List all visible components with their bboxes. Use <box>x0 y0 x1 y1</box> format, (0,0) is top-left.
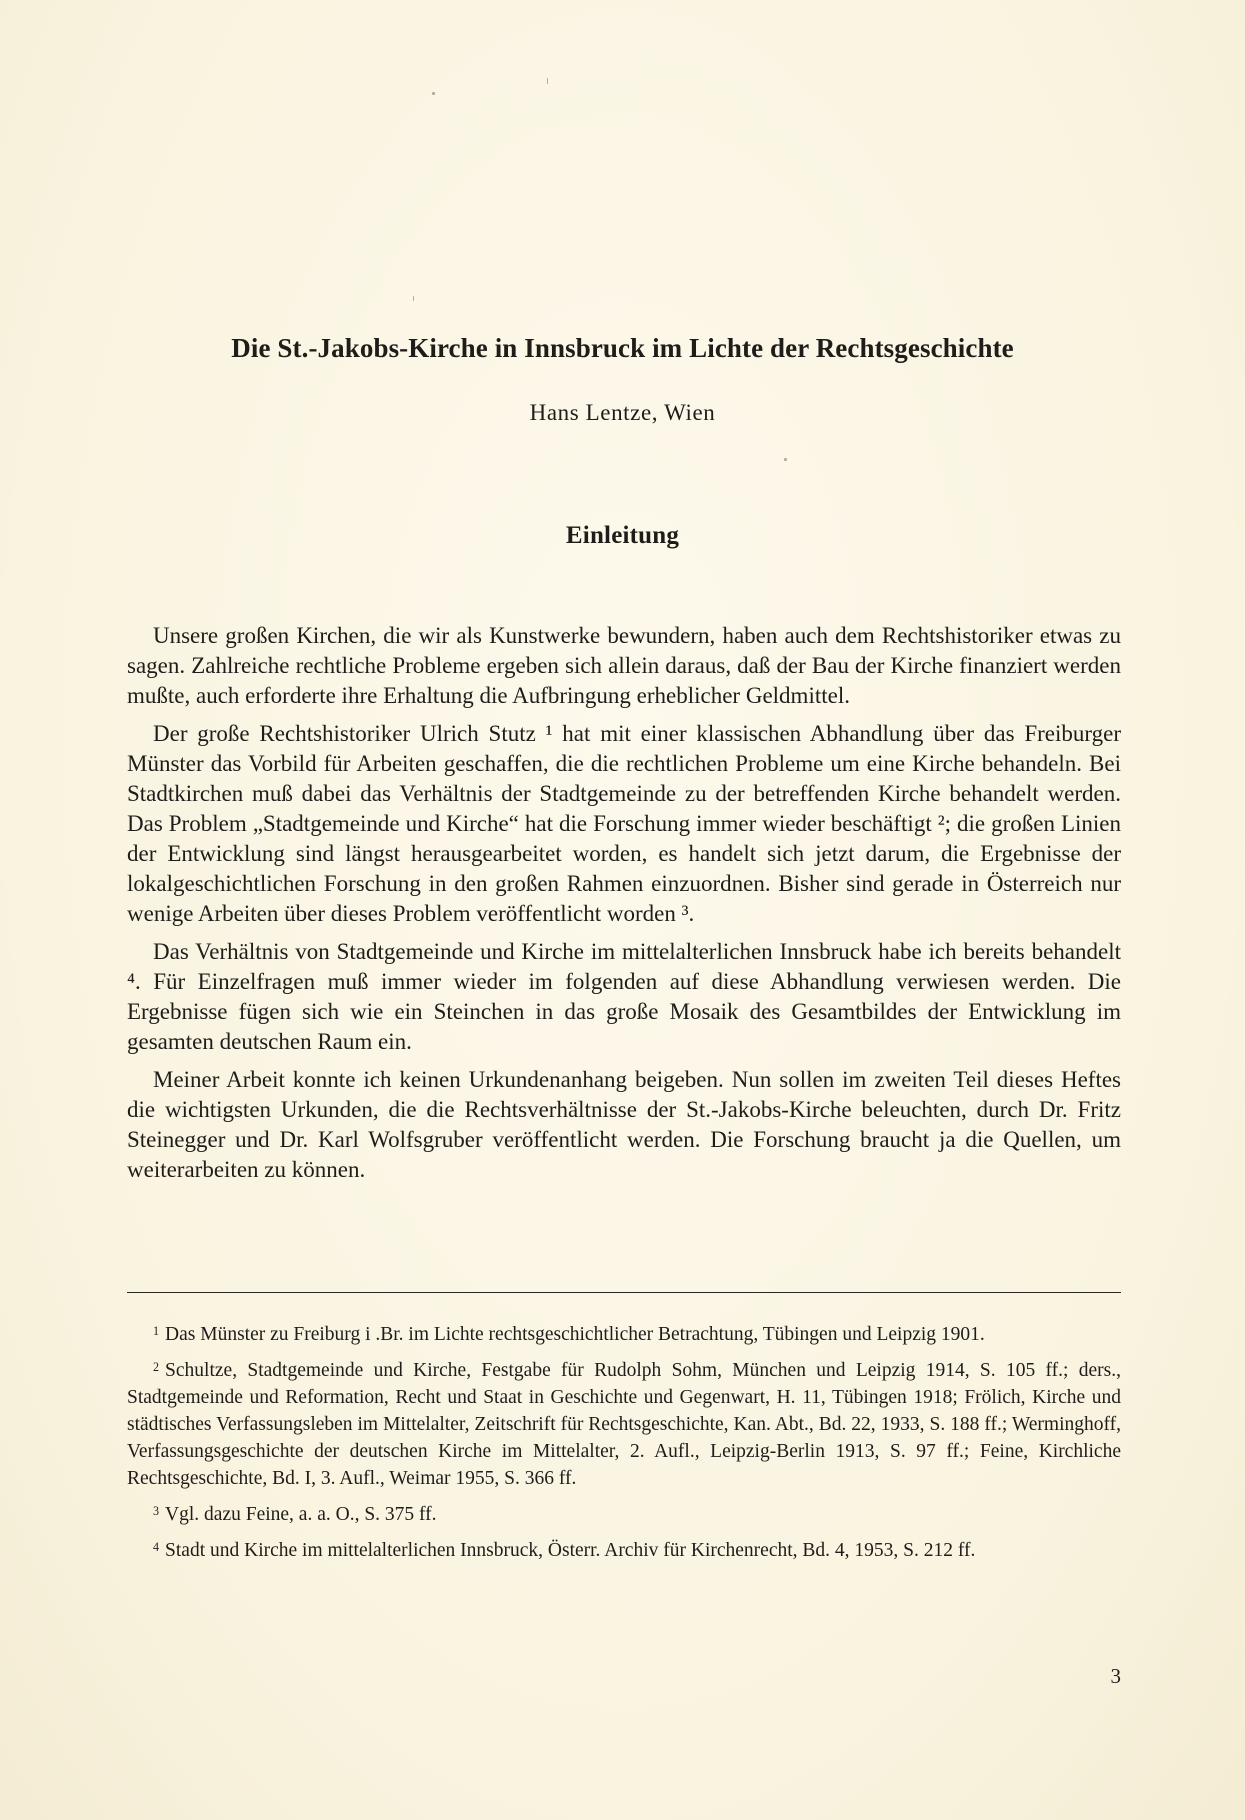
footnote-text: Stadt und Kirche im mittelalterlichen Innsbruck, Österr. Archiv für Kirchenrecht, Bd. 4, 1953, S. 212 ff. <box>165 1540 976 1561</box>
author-name: Hans Lentze, Wien <box>529 400 716 425</box>
paper-speck <box>784 458 787 461</box>
body-text <box>127 621 1121 1193</box>
footnote-text: Vgl. dazu Feine, a. a. O., S. 375 ff. <box>165 1504 437 1525</box>
footnote-4 <box>127 1537 1121 1564</box>
section-heading: Einleitung <box>565 522 680 549</box>
paper-speck <box>413 296 414 301</box>
footnote-divider <box>127 1292 1121 1293</box>
body-paragraph-2: Der große Rechtshistoriker Ulrich Stutz ¹ hat mit einer klassischen Abhandlung über das Freiburger Münster das Vorbild für Arbeiten geschaffen, die die rechtlichen Probleme um eine Kirche behandeln. Bei Stadtkirchen muß dabei das Verhältnis der Stadtgemeinde zu der betreffenden Kirche behandelt werden. Das Problem „Stadtgemeinde und Kirche“ hat die Forschung immer wieder beschäftigt ²; die großen Linien der Entwicklung sind längst herausgearbeitet worden, es handelt sich jetzt darum, die Ergebnisse der lokalgeschichtlichen Forschung in den großen Rahmen einzuordnen. Bisher sind gerade in Österreich nur wenige Arbeiten über dieses Problem veröffentlicht worden ³. <box>127 721 1121 926</box>
footnote-mark: 4 <box>153 1539 160 1554</box>
article-title: Die St.-Jakobs-Kirche in Innsbruck im Lichte der Rechtsgeschichte <box>231 333 1014 363</box>
footnotes <box>127 1321 1121 1573</box>
footnote-1 <box>127 1321 1121 1348</box>
paper-speck <box>432 92 435 95</box>
footnote-3 <box>127 1501 1121 1528</box>
footnote-mark: 1 <box>153 1323 160 1338</box>
footnote-text: Schultze, Stadtgemeinde und Kirche, Festgabe für Rudolph Sohm, München und Leipzig 1914, S. 105 ff.; ders., Stadtgemeinde und Reformation, Recht und Staat in Geschichte und Gegenwart, H. 11, Tübingen 1918; Frölich, Kirche und städtisches Verfassungsleben im Mittelalter, Zeitschrift für Rechtsgeschichte, Kan. Abt., Bd. 22, 1933, S. 188 ff.; Werminghoff, Verfassungsgeschichte der deutschen Kirche im Mittelalter, 2. Aufl., Leipzig-Berlin 1913, S. 97 ff.; Feine, Kirchliche Rechtsgeschichte, Bd. I, 3. Aufl., Weimar 1955, S. 366 ff. <box>127 1360 1121 1489</box>
body-paragraph-4: Meiner Arbeit konnte ich keinen Urkundenanhang beigeben. Nun sollen im zweiten Teil dieses Heftes die wichtigsten Urkunden, die die Rechtsverhältnisse der St.-Jakobs-Kirche beleuchten, durch Dr. Fritz Steinegger und Dr. Karl Wolfsgruber veröffentlicht werden. Die Forschung braucht ja die Quellen, um weiterarbeiten zu können. <box>127 1067 1121 1182</box>
body-paragraph-1: Unsere großen Kirchen, die wir als Kunstwerke bewundern, haben auch dem Rechtshistoriker etwas zu sagen. Zahlreiche rechtliche Probleme ergeben sich allein daraus, daß der Bau der Kirche finanziert werden mußte, auch erforderte ihre Erhaltung die Aufbringung erheblicher Geldmittel. <box>127 623 1121 708</box>
body-paragraph-3: Das Verhältnis von Stadtgemeinde und Kirche im mittelalterlichen Innsbruck habe ich bereits behandelt ⁴. Für Einzelfragen muß immer wieder im folgenden auf diese Abhandlung verwiesen werden. Die Ergebnisse fügen sich wie ein Steinchen in das große Mosaik des Gesamtbildes der Entwicklung im gesamten deutschen Raum ein. <box>127 939 1121 1054</box>
footnote-mark: 2 <box>153 1359 160 1374</box>
footnote-2 <box>127 1357 1121 1492</box>
footnote-mark: 3 <box>153 1503 160 1518</box>
page-number: 3 <box>1110 1664 1121 1688</box>
paper-speck <box>547 78 548 84</box>
footnote-text: Das Münster zu Freiburg i .Br. im Lichte rechtsgeschichtlicher Betrachtung, Tübingen und Leipzig 1901. <box>165 1324 985 1345</box>
article-author <box>0 400 1245 426</box>
